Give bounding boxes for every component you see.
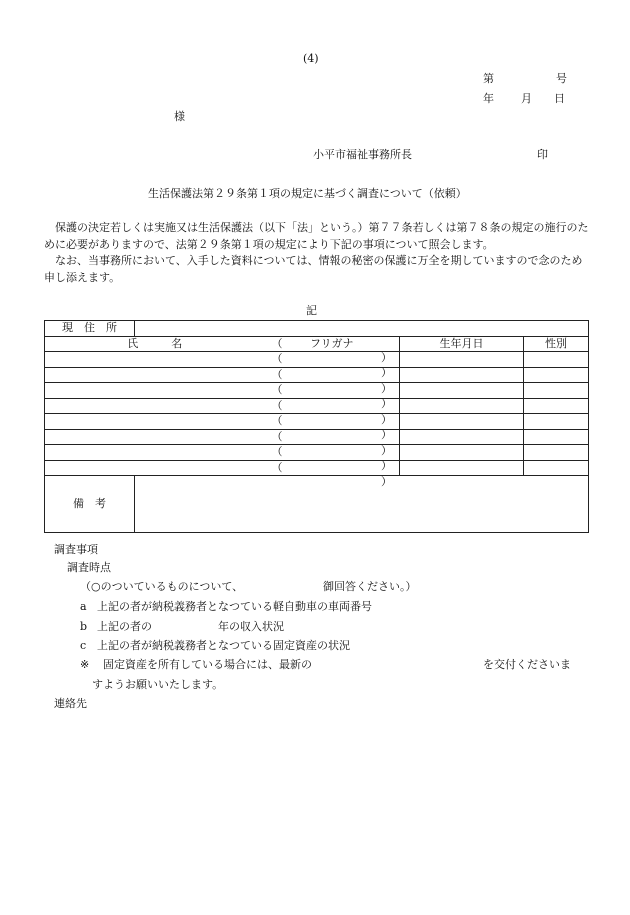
paren-open: （ bbox=[271, 336, 283, 350]
furigana-cell[interactable] bbox=[265, 383, 400, 411]
furigana-cell[interactable] bbox=[265, 460, 400, 488]
paren-open: （ bbox=[271, 445, 283, 459]
remarks-row bbox=[45, 476, 589, 533]
birth-cell[interactable] bbox=[400, 414, 524, 430]
note-text-2: を交付くださいま bbox=[483, 658, 571, 671]
note-mark: ※ bbox=[80, 658, 90, 671]
paren-close: ） bbox=[381, 459, 392, 473]
name-cell[interactable] bbox=[45, 352, 265, 368]
paren-close: ） bbox=[381, 366, 392, 380]
name-header: 氏 名 bbox=[127, 336, 183, 350]
table-row bbox=[45, 445, 589, 461]
name-cell[interactable] bbox=[45, 460, 265, 476]
birth-cell[interactable] bbox=[400, 429, 524, 445]
instruction-part-1: （○のついているものについて、 bbox=[80, 580, 244, 593]
table-row bbox=[45, 429, 589, 445]
name-cell[interactable] bbox=[45, 445, 265, 461]
note-text-3: すようお願いいたします。 bbox=[92, 678, 224, 691]
paren-open: （ bbox=[271, 367, 283, 381]
paren-close: ） bbox=[381, 428, 392, 442]
table-row bbox=[45, 398, 589, 414]
furigana-cell[interactable] bbox=[265, 367, 400, 395]
birth-cell[interactable] bbox=[400, 367, 524, 383]
addressee-honorific: 様 bbox=[174, 110, 185, 123]
item-b-text-1: 上記の者の bbox=[97, 620, 152, 633]
paren-close: ） bbox=[381, 474, 392, 488]
table-row bbox=[45, 367, 589, 383]
item-c-mark: c bbox=[80, 639, 87, 652]
sex-cell[interactable] bbox=[524, 445, 589, 461]
paren-close: ） bbox=[381, 397, 392, 411]
subject-table bbox=[44, 320, 589, 533]
address-label: 現 住 所 bbox=[45, 321, 135, 337]
table-row bbox=[45, 352, 589, 368]
paren-close: ） bbox=[381, 443, 392, 457]
name-cell[interactable] bbox=[45, 367, 265, 383]
furigana-header: フリガナ bbox=[310, 336, 354, 350]
name-header-cell bbox=[45, 336, 265, 352]
sex-header: 性別 bbox=[524, 336, 589, 352]
address-row bbox=[45, 321, 589, 337]
instruction-part-2: 御回答ください。） bbox=[323, 580, 417, 593]
document-title: 生活保護法第２９条第１項の規定に基づく調査について（依頼） bbox=[148, 187, 467, 200]
items-heading: 調査事項 bbox=[54, 543, 98, 556]
name-cell[interactable] bbox=[45, 429, 265, 445]
birth-cell[interactable] bbox=[400, 460, 524, 476]
date-year-label: 年 bbox=[483, 92, 494, 105]
birth-cell[interactable] bbox=[400, 398, 524, 414]
birth-cell[interactable] bbox=[400, 383, 524, 399]
furigana-cell[interactable] bbox=[265, 414, 400, 442]
sex-cell[interactable] bbox=[524, 429, 589, 445]
sex-cell[interactable] bbox=[524, 460, 589, 476]
paren-open: （ bbox=[271, 414, 283, 428]
item-a-mark: a bbox=[80, 600, 87, 613]
furigana-header-cell bbox=[265, 336, 400, 364]
sex-cell[interactable] bbox=[524, 352, 589, 368]
name-cell[interactable] bbox=[45, 398, 265, 414]
item-b-mark: b bbox=[80, 620, 88, 633]
name-cell[interactable] bbox=[45, 383, 265, 399]
birth-cell[interactable] bbox=[400, 445, 524, 461]
paren-open: （ bbox=[271, 398, 283, 412]
remarks-field[interactable] bbox=[135, 476, 589, 533]
paren-open: （ bbox=[271, 383, 283, 397]
form-number: (4) bbox=[303, 52, 319, 65]
sex-cell[interactable] bbox=[524, 367, 589, 383]
birth-header: 生年月日 bbox=[400, 336, 524, 352]
remarks-label: 備 考 bbox=[45, 476, 135, 533]
paren-close: ） bbox=[381, 412, 392, 426]
date-month-label: 月 bbox=[521, 92, 532, 105]
address-field[interactable] bbox=[135, 321, 589, 337]
number-prefix: 第 bbox=[483, 72, 494, 85]
table-row bbox=[45, 414, 589, 430]
as-of-label: 調査時点 bbox=[67, 561, 111, 574]
sex-cell[interactable] bbox=[524, 414, 589, 430]
paren-open: （ bbox=[271, 460, 283, 474]
sex-cell[interactable] bbox=[524, 383, 589, 399]
paren-close: ） bbox=[381, 350, 392, 364]
furigana-cell[interactable] bbox=[265, 398, 400, 426]
seal-mark: 印 bbox=[537, 148, 548, 161]
item-b-text-2: 年の収入状況 bbox=[218, 620, 284, 633]
paren-open: （ bbox=[271, 429, 283, 443]
table-row bbox=[45, 383, 589, 399]
paren-open: （ bbox=[271, 352, 283, 366]
issuer-name: 小平市福祉事務所長 bbox=[313, 148, 412, 161]
sex-cell[interactable] bbox=[524, 398, 589, 414]
note-text-1: 固定資産を所有している場合には、最新の bbox=[103, 658, 312, 671]
item-c-text: 上記の者が納税義務者となつている固定資産の状況 bbox=[97, 639, 350, 652]
body-paragraph-2: なお、当事務所において、入手した資料については、情報の秘密の保護に万全を期していますので念のため申し添えます。 bbox=[44, 254, 583, 284]
item-a-text: 上記の者が納税義務者となつている軽自動車の車両番号 bbox=[97, 600, 372, 613]
date-day-label: 日 bbox=[554, 92, 565, 105]
furigana-cell[interactable] bbox=[265, 445, 400, 473]
ki-heading: 記 bbox=[306, 304, 317, 317]
name-cell[interactable] bbox=[45, 414, 265, 430]
birth-cell[interactable] bbox=[400, 352, 524, 368]
number-suffix: 号 bbox=[556, 72, 567, 85]
header-row bbox=[45, 336, 589, 352]
table-row bbox=[45, 460, 589, 476]
paren-close: ） bbox=[381, 381, 392, 395]
furigana-cell[interactable] bbox=[265, 429, 400, 457]
contact-label: 連絡先 bbox=[54, 697, 87, 710]
furigana-cell[interactable] bbox=[265, 352, 400, 380]
body-paragraph-1: 保護の決定若しくは実施又は生活保護法（以下「法」という。）第７７条若しくは第７８条の規定の施行のために必要がありますので、法第２９条第１項の規定により下記の事項について照会します。 bbox=[44, 221, 589, 251]
body-text bbox=[44, 220, 589, 286]
